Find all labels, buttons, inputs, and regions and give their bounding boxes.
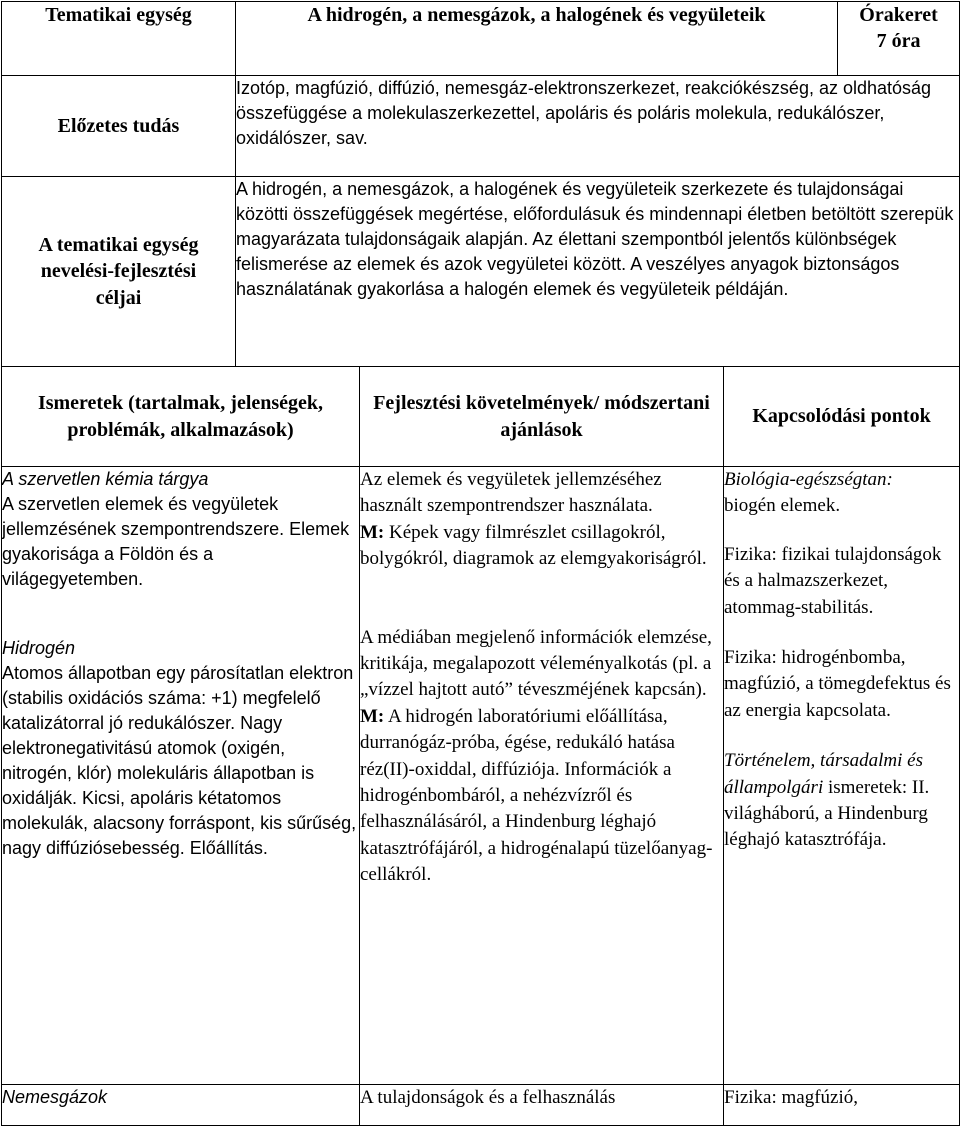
column-head-knowledge: Ismeretek (tartalmak, jelenségek, problémák, alkalmazások) — [2, 367, 360, 467]
development-block-hydrogen — [360, 625, 723, 889]
goals-row — [2, 177, 960, 367]
column-head-row — [2, 367, 960, 467]
goals-label-line-2: nevelési-fejlesztési — [40, 260, 197, 283]
header-row — [2, 2, 960, 76]
goals-label-line-3: céljai — [95, 286, 142, 309]
method-text-inorganic: Képek vagy filmrészlet csillagokról, bolygókról, diagramok az elemgyakoriságról. — [360, 521, 707, 570]
knowledge-block-inorganic — [2, 467, 359, 592]
link-text-history: ismeretek: II. világháború, a Hindenburg léghajó katasztrófája. — [724, 776, 930, 851]
links-block-history — [724, 748, 959, 854]
unit-title: A hidrogén, a nemesgázok, a halogének és vegyületeik — [236, 2, 838, 76]
noble-gases-row — [2, 1085, 960, 1126]
knowledge-topic-noble-gases: Nemesgázok — [2, 1085, 360, 1126]
knowledge-block-hydrogen — [2, 636, 359, 861]
links-block-biology — [724, 467, 959, 520]
curriculum-table — [1, 1, 960, 1126]
hours-label: Órakeret — [859, 4, 938, 26]
prior-knowledge-row — [2, 76, 960, 177]
development-block-inorganic — [360, 467, 723, 573]
prior-knowledge-text: Izotóp, magfúzió, diffúzió, nemesgáz-elektronszerkezet, reakciókészség, az oldhatóság összefüggése a molekulaszerkezettel, apoláris és poláris molekula, redukálószer, oxidálószer, sav. — [236, 76, 960, 177]
links-block-physics-hydrogen: Fizika: hidrogénbomba, magfúzió, a tömegdefektus és az energia kapcsolata. — [724, 647, 951, 721]
method-label-hydrogen: M: — [360, 705, 385, 727]
knowledge-topic-inorganic: A szervetlen kémia tárgya — [2, 469, 209, 489]
development-cell — [360, 467, 724, 1085]
column-head-links: Kapcsolódási pontok — [724, 367, 960, 467]
knowledge-cell — [2, 467, 360, 1085]
knowledge-text-inorganic: A szervetlen elemek és vegyületek jellemzésének szempontrendszere. Elemek gyakorisága a Földön és a világegyetemben. — [2, 494, 350, 590]
development-text-hydrogen: A médiában megjelenő információk elemzése, kritikája, megalapozott véleményalkotás (pl. a „vízzel hajtott autó” téveszméjének kapcsán). — [360, 626, 712, 701]
knowledge-topic-hydrogen: Hidrogén — [2, 638, 76, 659]
link-subject-history: Történelem, társadalmi és állampolgári — [724, 750, 923, 798]
prior-knowledge-label: Előzetes tudás — [2, 76, 236, 177]
links-block-physics: Fizika: fizikai tulajdonságok és a halmazszerkezet, atommag-stabilitás. — [724, 543, 942, 618]
method-text-hydrogen: A hidrogén laboratóriumi előállítása, durranógáz-próba, égése, redukáló hatása réz(II)-oxiddal, diffúziója. Információk a hidrogénbombáról, a nehézvízről és felhasználásáról, a Hindenburg léghajó katasztrófájáról, a hidrogénalapú tüzelőanyag-cellákról. — [360, 705, 713, 886]
link-text-biology: biogén elemek. — [724, 495, 841, 517]
hours-cell — [838, 2, 960, 76]
links-cell — [724, 467, 960, 1085]
development-text-inorganic: Az elemek és vegyületek jellemzéséhez használt szempontrendszer használata. — [360, 469, 662, 517]
method-label-inorganic: M: — [360, 521, 385, 543]
goals-label-line-1: A tematikai egység — [38, 233, 199, 256]
link-text-noble-gases: Fizika: magfúzió, — [724, 1085, 960, 1126]
hours-value: 7 óra — [876, 30, 921, 52]
unit-label: Tematikai egység — [2, 2, 236, 76]
development-text-noble-gases: A tulajdonságok és a felhasználás — [360, 1085, 724, 1126]
knowledge-text-hydrogen: Atomos állapotban egy párosítatlan elektron (stabilis oxidációs száma: +1) megfelelő katalizátorral jó redukálószer. Nagy elektronegativitású atomok (oxigén, nitrogén, klór) molekuláris állapotban is oxidálják. Kicsi, apoláris kétatomos molekulák, alacsony forráspont, kis sűrűség, nagy diffúziósebesség. Előállítás. — [2, 663, 357, 859]
link-subject-biology: Biológia-egészségtan: — [724, 469, 893, 490]
goals-label — [2, 177, 236, 367]
goals-text: A hidrogén, a nemesgázok, a halogének és vegyületeik szerkezete és tulajdonságai közötti összefüggések megértése, előfordulásuk és mindennapi életben betöltött szerepük magyarázata tulajdonságaik alapján. Az élettani szempontból jelentős különbségek felismerése az elemek és azok vegyületei között. A veszélyes anyagok biztonságos használatának gyakorlása a halogén elemek és vegyületeik példáján. — [236, 177, 960, 367]
content-row — [2, 467, 960, 1085]
column-head-development: Fejlesztési követelmények/ módszertani ajánlások — [360, 367, 724, 467]
